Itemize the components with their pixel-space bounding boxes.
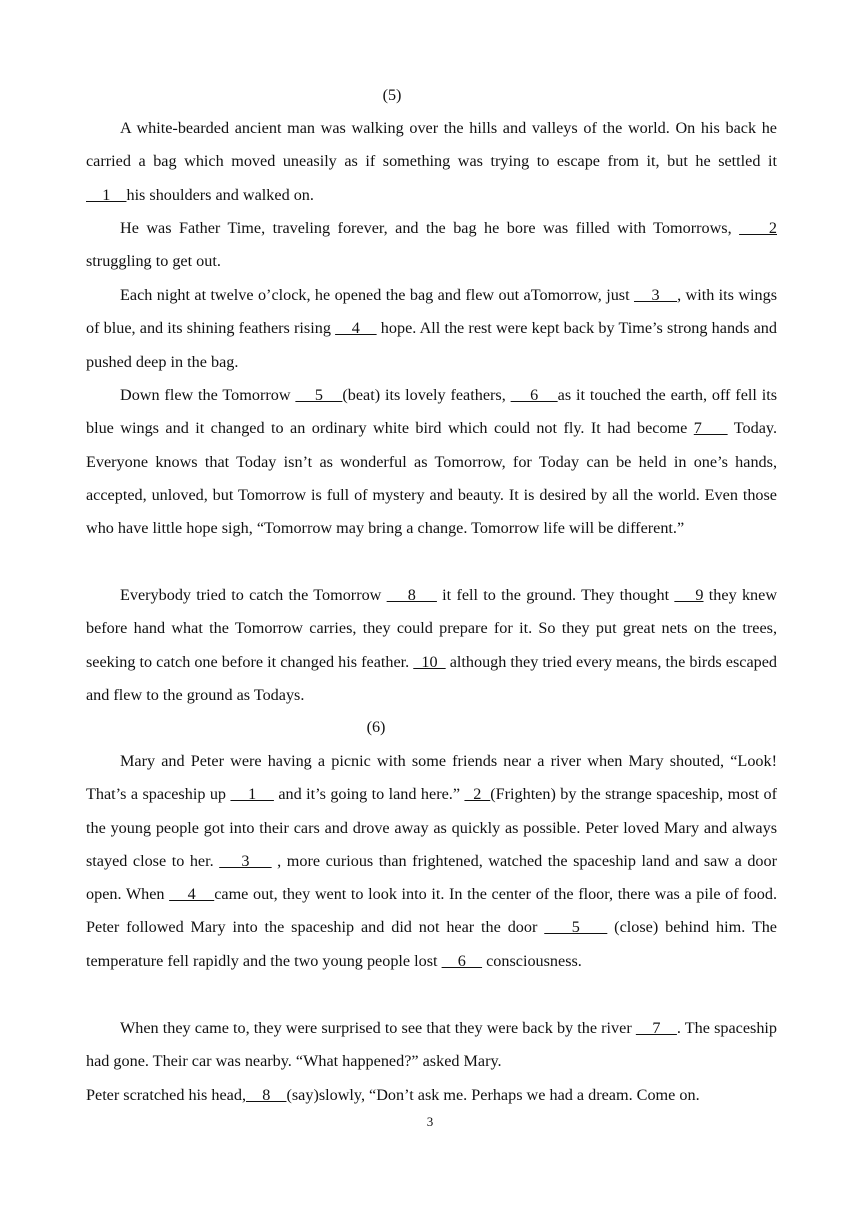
answer-blank: 8 bbox=[246, 1086, 287, 1104]
answer-blank: 2 bbox=[464, 785, 491, 804]
section-6-heading: (6) bbox=[366, 718, 386, 736]
text-run: A white-bearded ancient man was walking over the hills and valleys of the world. On his back he carried a bag which moved uneasily as if something was trying to escape from it, but he settled it bbox=[86, 119, 777, 171]
text-run: He was Father Time, traveling forever, and the bag he bore was filled with Tomorrows, bbox=[120, 219, 740, 237]
answer-blank: 8 bbox=[386, 586, 437, 604]
text-run: Everybody tried to catch the Tomorrow bbox=[120, 586, 387, 604]
s6-paragraph-3 bbox=[86, 1079, 777, 1112]
answer-blank: 1 bbox=[86, 185, 127, 204]
answer-blank: 1 bbox=[230, 785, 274, 804]
text-run: (beat) its lovely feathers, bbox=[342, 386, 511, 404]
answer-blank: 4 bbox=[335, 319, 377, 338]
answer-blank: 5 bbox=[295, 386, 343, 404]
s6-paragraph-2 bbox=[86, 1012, 777, 1079]
text-run: came out, they went to look into it. In the center of the floor, there was a pile of food. Peter followed Mary into the spaceship and did not hear the door bbox=[86, 885, 777, 937]
text-run: , more curious than frightened, watched the spaceship land and saw a door open. When bbox=[86, 851, 778, 904]
answer-blank: 4 bbox=[169, 885, 215, 904]
text-run: struggling to get out. bbox=[86, 252, 221, 271]
text-run: , with its wings of blue, and its shining feathers rising bbox=[86, 286, 778, 338]
answer-blank: 5 bbox=[544, 918, 608, 937]
text-run: (Frighten) by the strange spaceship, most of the young people got into their cars and drove away as quickly as possible. Peter loved Mary and always stayed close to her. bbox=[86, 785, 778, 870]
text-run: When they came to, they were surprised to see that they were back by the river bbox=[120, 1019, 636, 1037]
answer-blank: 6 bbox=[441, 951, 483, 970]
text-run: consciousness. bbox=[482, 951, 582, 970]
page-number: 3 bbox=[426, 1114, 434, 1129]
text-run: Today. Everyone knows that Today isn’t as wonderful as Tomorrow, for Today can be held in one’s hands, accepted, unloved, but Tomorrow is full of mystery and beauty. It is desired by all the world. Even those who have little hope sigh, “Tomorrow may bring a change. Tomorrow life will be different.” bbox=[86, 419, 777, 538]
text-run: (close) behind him. The temperature fell rapidly and the two young people lost bbox=[86, 918, 777, 970]
text-run: Mary and Peter were having a picnic with some friends near a river when Mary shouted, “Look! That’s a spaceship up bbox=[86, 752, 777, 804]
section-5-heading: (5) bbox=[382, 86, 402, 104]
answer-blank: 2 bbox=[739, 219, 777, 237]
text-run: they knew before hand what the Tomorrow carries, they could prepare for it. So they put great nets on the trees, seeking to catch one before it changed his feather. bbox=[86, 586, 778, 671]
text-run: it fell to the ground. They thought bbox=[436, 586, 675, 604]
answer-blank: 3 bbox=[633, 286, 678, 304]
text-run: Down flew the Tomorrow bbox=[120, 386, 296, 404]
s6-paragraph-1 bbox=[86, 745, 777, 978]
text-run: as it touched the earth, off fell its blue wings and it changed to an ordinary white bird which could not fly. It had become bbox=[86, 386, 778, 438]
s5-paragraph-2 bbox=[86, 212, 777, 279]
text-run: hope. All the rest were kept back by Time’s strong hands and pushed deep in the bag. bbox=[86, 319, 777, 371]
answer-blank: 7 bbox=[693, 419, 728, 438]
text-run: although they tried every means, the birds escaped and flew to the ground as Todays. bbox=[86, 652, 777, 704]
answer-blank: 3 bbox=[219, 851, 272, 870]
s5-paragraph-3 bbox=[86, 279, 777, 379]
text-run: Each night at twelve o’clock, he opened the bag and flew out aTomorrow, just bbox=[120, 286, 634, 304]
text-run: (say)slowly, “Don’t ask me. Perhaps we had a dream. Come on. bbox=[286, 1086, 700, 1104]
answer-blank: 10 bbox=[413, 652, 446, 671]
answer-blank: 6 bbox=[510, 386, 558, 404]
text-run: Peter scratched his head, bbox=[86, 1086, 247, 1104]
s5-paragraph-5 bbox=[86, 579, 777, 712]
s5-paragraph-4 bbox=[86, 379, 777, 545]
answer-blank: 7 bbox=[635, 1019, 677, 1037]
s5-paragraph-1 bbox=[86, 112, 777, 212]
text-run: his shoulders and walked on. bbox=[126, 185, 314, 204]
text-run: and it’s going to land here.” bbox=[273, 785, 465, 804]
answer-blank: 9 bbox=[674, 586, 704, 604]
text-run: . The spaceship had gone. Their car was nearby. “What happened?” asked Mary. bbox=[86, 1019, 778, 1071]
